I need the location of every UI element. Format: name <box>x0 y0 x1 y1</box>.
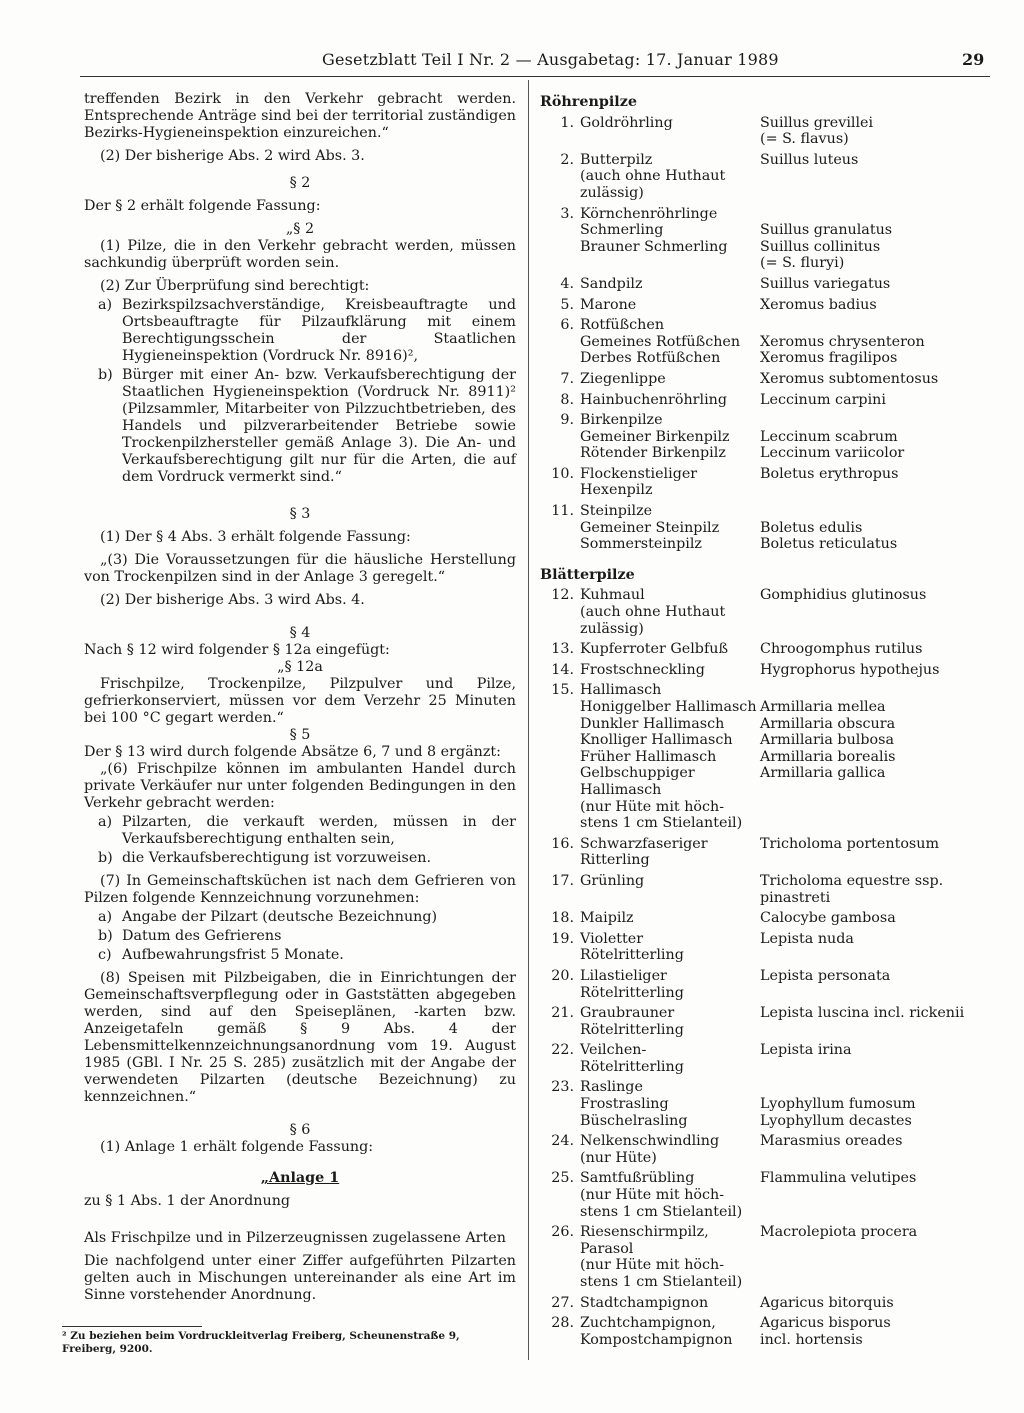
annex-reference: zu § 1 Abs. 1 der Anordnung <box>84 1193 291 1209</box>
gazette-title: Gesetzblatt Teil I Nr. 2 — Ausgabetag: 17. Januar 1989 <box>322 50 779 69</box>
latin-name-line: Lepista nuda <box>760 930 854 947</box>
entry-number: 13. <box>551 641 574 658</box>
paragraph: „(6) Frischpilze können im ambulanten Handel durch private Verkäufer nur unter folgenden Bedingungen in den Verkehr gebracht werden: <box>84 761 516 811</box>
paragraph: Der § 13 wird durch folgende Absätze 6, 7 und 8 ergänzt: <box>84 744 501 760</box>
entry-number: 7. <box>560 370 574 387</box>
footnote-rule <box>62 1326 202 1327</box>
species-entry <box>540 1295 980 1312</box>
list-item <box>84 928 516 945</box>
latin-name-line: Calocybe gambosa <box>760 910 896 927</box>
latin-name-line: Armillaria mellea <box>760 699 886 715</box>
paragraph: (2) Zur Überprüfung sind berechtigt: <box>100 278 370 294</box>
entry-number: 27. <box>551 1294 574 1311</box>
entry-number: 1. <box>560 114 574 131</box>
german-name-line: Kuhmaul <box>580 587 645 604</box>
annex-label: „Anlage 1 <box>260 1170 340 1186</box>
entry-number: 11. <box>551 503 574 520</box>
latin-name-line: Lyophyllum fumosum <box>760 1096 916 1113</box>
section-heading: § 4 <box>289 625 311 641</box>
list-text: Pilzarten, die verkauft werden, müssen in der Verkaufsberechtigung enthalten sein, <box>122 814 516 847</box>
latin-name <box>760 836 980 869</box>
paragraph: Der § 2 erhält folgende Fassung: <box>84 198 321 214</box>
latin-name <box>760 1042 980 1075</box>
latin-name <box>760 1170 980 1220</box>
annex-heading <box>84 1170 516 1187</box>
latin-name-line <box>760 206 980 223</box>
german-name <box>580 1133 760 1166</box>
latin-name-line: Armillaria obscura <box>760 715 896 732</box>
latin-name <box>760 682 980 831</box>
paragraph: (1) Der § 4 Abs. 3 erhält folgende Fassung: <box>100 529 411 545</box>
latin-name-line: Tricholoma portentosum <box>760 835 940 852</box>
latin-name-line: Boletus erythropus <box>760 465 899 482</box>
german-name-line: Rotfüßchen <box>580 317 665 334</box>
entry-number: 12. <box>551 587 574 604</box>
latin-name-line <box>760 412 980 429</box>
entry-number: 15. <box>551 682 574 699</box>
german-name <box>580 1295 760 1312</box>
german-name-line: Hexenpilz <box>580 482 653 499</box>
list-text: die Verkaufsberechtigung ist vorzuweisen. <box>122 850 432 866</box>
latin-name <box>760 1005 980 1038</box>
latin-name-line: Leccinum scabrum <box>760 428 898 445</box>
list-item <box>84 367 516 486</box>
species-entry <box>540 371 980 388</box>
german-name <box>580 392 760 409</box>
latin-name-line: Leccinum variicolor <box>760 445 905 462</box>
species-entry <box>540 910 980 927</box>
latin-name <box>760 276 980 293</box>
german-name-line: Samtfußrübling <box>580 1170 695 1187</box>
latin-name <box>760 317 980 367</box>
latin-name-line: Chroogomphus rutilus <box>760 641 923 658</box>
german-name-line: Büschelrasling <box>580 1112 688 1129</box>
latin-name-line: Armillaria borealis <box>760 748 896 765</box>
entry-number: 24. <box>551 1133 574 1150</box>
german-name-line: Ziegenlippe <box>580 370 666 387</box>
species-entry <box>540 152 980 202</box>
latin-name-line: Tricholoma equestre ssp. <box>760 872 944 889</box>
german-name-line: stens 1 cm Stielanteil) <box>580 1203 743 1220</box>
german-name-line: Riesenschirmpilz, <box>580 1224 709 1241</box>
species-entry <box>540 503 980 553</box>
entry-number: 16. <box>551 835 574 852</box>
section-heading: § 6 <box>289 1122 311 1138</box>
german-name <box>580 682 760 831</box>
latin-name <box>760 910 980 927</box>
species-entry <box>540 276 980 293</box>
latin-name <box>760 873 980 906</box>
german-name-line: Hainbuchenröhrling <box>580 391 728 408</box>
species-entry <box>540 1315 980 1348</box>
german-name <box>580 412 760 462</box>
species-entry <box>540 1042 980 1075</box>
paragraph: Nach § 12 wird folgender § 12a eingefügt: <box>84 642 390 658</box>
species-group <box>540 94 980 553</box>
latin-name <box>760 662 980 679</box>
entry-number: 3. <box>560 205 574 222</box>
german-name-line: Hallimasch <box>580 781 662 798</box>
latin-name-line: Suillus granulatus <box>760 222 893 239</box>
german-name-line: Rötelritterling <box>580 984 684 1001</box>
paragraph: (7) In Gemeinschaftsküchen ist nach dem Gefrieren von Pilzen folgende Kennzeichnung vorzunehmen: <box>84 873 516 906</box>
latin-name <box>760 392 980 409</box>
german-name-line: Rötelritterling <box>580 1021 684 1038</box>
latin-name <box>760 1133 980 1166</box>
german-name-line: Kupferroter Gelbfuß <box>580 641 728 658</box>
german-name-line: Schmerling <box>580 222 664 239</box>
latin-name <box>760 641 980 658</box>
german-name <box>580 910 760 927</box>
german-name <box>580 1005 760 1038</box>
latin-name <box>760 1295 980 1312</box>
section-heading: § 3 <box>289 506 311 522</box>
species-list <box>540 94 980 1352</box>
latin-name-line <box>760 1079 980 1096</box>
german-name-line: Stadtchampignon <box>580 1294 709 1311</box>
latin-name-line: Lyophyllum decastes <box>760 1112 912 1129</box>
species-entry <box>540 1170 980 1220</box>
latin-name-line <box>760 503 980 520</box>
entry-number: 17. <box>551 872 574 889</box>
left-column <box>84 91 516 1304</box>
entry-number: 10. <box>551 465 574 482</box>
german-name-line: Knolliger Hallimasch <box>580 732 733 749</box>
latin-name <box>760 587 980 637</box>
entry-number: 9. <box>560 412 574 429</box>
paragraph: (2) Der bisherige Abs. 3 wird Abs. 4. <box>100 592 365 608</box>
latin-name-line: Suillus grevillei <box>760 114 874 131</box>
quoted-section-heading: „§ 12a <box>277 659 323 675</box>
page-header <box>0 50 1024 72</box>
paragraph: Frischpilze, Trockenpilze, Pilzpulver und Pilze, gefrierkonserviert, müssen vor dem Verzehr 25 Minuten bei 100 °C gegart werden.“ <box>84 676 516 726</box>
list-text: Datum des Gefrierens <box>122 928 282 944</box>
entry-number: 26. <box>551 1224 574 1241</box>
german-name-line: zulässig) <box>580 620 644 637</box>
latin-name-line: Xeromus chrysenteron <box>760 333 925 350</box>
latin-name <box>760 1079 980 1129</box>
group-title: Röhrenpilze <box>540 94 637 110</box>
german-name <box>580 931 760 964</box>
entry-number: 20. <box>551 967 574 984</box>
german-name-line: Raslinge <box>580 1079 643 1096</box>
german-name-line: Körnchenröhrlinge <box>580 205 718 222</box>
latin-name-line: Leccinum carpini <box>760 391 886 408</box>
entry-number: 28. <box>551 1315 574 1332</box>
german-name-line: Brauner Schmerling <box>580 238 728 255</box>
entry-number: 21. <box>551 1005 574 1022</box>
german-name <box>580 503 760 553</box>
entry-number: 23. <box>551 1079 574 1096</box>
german-name-line: Goldröhrling <box>580 114 673 131</box>
german-name-line: Sandpilz <box>580 275 643 292</box>
german-name-line: Rötender Birkenpilz <box>580 445 726 462</box>
german-name <box>580 1170 760 1220</box>
german-name <box>580 297 760 314</box>
list-item <box>84 850 516 867</box>
german-name-line: Gemeiner Birkenpilz <box>580 428 730 445</box>
german-name-line: Dunkler Hallimasch <box>580 715 725 732</box>
german-name-line: Veilchen- <box>580 1042 647 1059</box>
latin-name <box>760 466 980 499</box>
species-entry <box>540 115 980 148</box>
entry-number: 22. <box>551 1042 574 1059</box>
german-name-line: Ritterling <box>580 852 650 869</box>
german-name-line: Sommersteinpilz <box>580 536 702 553</box>
latin-name <box>760 412 980 462</box>
german-name-line: Butterpilz <box>580 151 653 168</box>
german-name-line: Rötelritterling <box>580 947 684 964</box>
german-name-line: Honiggelber Hallimasch <box>580 699 757 715</box>
german-name <box>580 371 760 388</box>
german-name-line: Gelbschuppiger <box>580 765 695 782</box>
species-entry <box>540 682 980 831</box>
paragraph: „(3) Die Voraussetzungen für die häusliche Herstellung von Trockenpilzen sind in der Anlage 3 geregelt.“ <box>84 552 516 585</box>
german-name-line: Frostrasling <box>580 1096 669 1113</box>
german-name-line: zulässig) <box>580 184 644 201</box>
latin-name-line: Boletus edulis <box>760 519 863 536</box>
german-name <box>580 587 760 637</box>
species-entry <box>540 1005 980 1038</box>
paragraph: (8) Speisen mit Pilzbeigaben, die in Einrichtungen der Gemeinschaftsverpflegung oder in Gaststätten abgegeben werden, sind auf den Speiseplänen, -karten bzw. Anzeigetafeln gemäß § 9 Abs. 4 der Lebensmittelkennzeichnungsanordnung vom 19. August 1985 (GBl. I Nr. 25 S. 285) zusätzlich mit der Angabe der verwendeten Pilzarten (deutsche Bezeichnung) zu kennzeichnen.“ <box>84 970 516 1105</box>
latin-name-line: pinastreti <box>760 889 831 906</box>
species-entry <box>540 297 980 314</box>
species-entry <box>540 662 980 679</box>
german-name-line: stens 1 cm Stielanteil) <box>580 815 743 832</box>
list-label: b) <box>98 928 113 944</box>
latin-name-line: (= S. flavus) <box>760 131 849 148</box>
latin-name-line: Lepista personata <box>760 967 891 984</box>
species-entry <box>540 931 980 964</box>
entry-number: 8. <box>560 391 574 408</box>
german-name <box>580 317 760 367</box>
latin-name <box>760 371 980 388</box>
species-entry <box>540 873 980 906</box>
german-name <box>580 641 760 658</box>
german-name-line: (auch ohne Huthaut <box>580 604 726 621</box>
latin-name-line <box>760 682 980 699</box>
latin-name-line: Xeromus fragilipos <box>760 350 898 367</box>
entry-number: 4. <box>560 275 574 292</box>
latin-name <box>760 115 980 148</box>
latin-name <box>760 503 980 553</box>
german-name-line: Birkenpilze <box>580 412 663 429</box>
german-name-line: Parasol <box>580 1240 634 1257</box>
german-name-line: Flockenstieliger <box>580 465 698 482</box>
german-name-line: Maipilz <box>580 910 634 927</box>
column-divider <box>528 80 529 1360</box>
list-text: Bürger mit einer An- bzw. Verkaufsberechtigung der Staatlichen Hygieneinspektion (Vordruck Nr. 8911)² (Pilzsammler, Mitarbeiter von Pilzzuchtbetrieben, des Handels und pilzverarbeitender Betriebe sowie Trockenpilzhersteller gemäß Anlage 3). Die An- und Verkaufsberechtigung gilt nur für die Arten, die auf dem Vordruck vermerkt sind.“ <box>122 367 516 485</box>
german-name <box>580 1224 760 1290</box>
species-entry <box>540 466 980 499</box>
latin-name-line: Gomphidius glutinosus <box>760 587 927 604</box>
list-label: a) <box>98 814 113 830</box>
latin-name-line: Armillaria bulbosa <box>760 732 894 749</box>
german-name <box>580 1315 760 1348</box>
german-name <box>580 873 760 906</box>
latin-name-line: Lepista irina <box>760 1042 852 1059</box>
list-label: a) <box>98 909 113 925</box>
latin-name-line: Xeromus badius <box>760 296 877 313</box>
german-name <box>580 1079 760 1129</box>
list-item <box>84 297 516 365</box>
page-number: 29 <box>962 50 985 69</box>
entry-number: 5. <box>560 296 574 313</box>
german-name-line: Derbes Rotfüßchen <box>580 350 721 367</box>
german-name-line: Zuchtchampignon, <box>580 1315 716 1332</box>
latin-name-line: Macrolepiota procera <box>760 1224 918 1241</box>
latin-name <box>760 297 980 314</box>
quoted-section-heading: „§ 2 <box>285 221 315 237</box>
german-name-line: Nelkenschwindling <box>580 1133 720 1150</box>
latin-name-line: Agaricus bisporus <box>760 1315 891 1332</box>
latin-name-line: incl. hortensis <box>760 1331 863 1348</box>
paragraph: treffenden Bezirk in den Verkehr gebracht werden. Entsprechende Anträge sind bei der territorial zuständigen Bezirks-Hygieneinspektion einzureichen.“ <box>84 91 516 141</box>
german-name-line: (nur Hüte) <box>580 1149 657 1166</box>
entry-number: 18. <box>551 910 574 927</box>
latin-name <box>760 1224 980 1290</box>
latin-name <box>760 1315 980 1348</box>
species-group <box>540 567 980 1349</box>
german-name <box>580 662 760 679</box>
german-name-line: Steinpilze <box>580 503 653 520</box>
german-name <box>580 968 760 1001</box>
german-name-line: Hallimasch <box>580 682 662 699</box>
german-name <box>580 836 760 869</box>
list-item <box>84 909 516 926</box>
latin-name-line: Lepista luscina incl. rickenii <box>760 1005 965 1022</box>
species-entry <box>540 317 980 367</box>
entry-number: 2. <box>560 151 574 168</box>
german-name-line: (nur Hüte mit höch- <box>580 1257 725 1274</box>
list-item <box>84 947 516 964</box>
german-name-line: (nur Hüte mit höch- <box>580 798 725 815</box>
german-name-line: Marone <box>580 296 637 313</box>
footnote: ² Zu beziehen beim Vordruckleitverlag Freiberg, Scheunenstraße 9, Freiberg, 9200. <box>62 1330 460 1355</box>
list-text: Bezirkspilzsachverständige, Kreisbeauftragte und Ortsbeauftragte für Pilzaufklärung mit einem Berechtigungsschein der Staatlichen Hygieneinspektion (Vordruck Nr. 8916)², <box>122 297 516 364</box>
german-name-line: (nur Hüte mit höch- <box>580 1187 725 1204</box>
german-name <box>580 466 760 499</box>
latin-name-line: (= S. fluryi) <box>760 255 845 272</box>
latin-name <box>760 152 980 202</box>
paragraph: (2) Der bisherige Abs. 2 wird Abs. 3. <box>100 148 365 164</box>
group-title: Blätterpilze <box>540 566 635 583</box>
latin-name-line: Marasmius oreades <box>760 1133 903 1150</box>
latin-name-line <box>760 317 980 334</box>
entry-number: 19. <box>551 930 574 947</box>
section-heading: § 5 <box>289 727 311 743</box>
latin-name <box>760 968 980 1001</box>
list-text: Aufbewahrungsfrist 5 Monate. <box>122 947 344 963</box>
list-label: c) <box>98 947 112 963</box>
entry-number: 14. <box>551 661 574 678</box>
latin-name-line: Agaricus bitorquis <box>760 1294 894 1311</box>
german-name-line: Schwarzfaseriger <box>580 835 708 852</box>
latin-name-line: Xeromus subtomentosus <box>760 370 939 387</box>
latin-name-line: Suillus variegatus <box>760 275 891 292</box>
species-entry <box>540 1224 980 1290</box>
entry-number: 25. <box>551 1170 574 1187</box>
german-name-line: Früher Hallimasch <box>580 748 717 765</box>
species-entry <box>540 1079 980 1129</box>
german-name-line: Lilastieliger <box>580 967 667 984</box>
paragraph: Die nachfolgend unter einer Ziffer aufgeführten Pilzarten gelten auch in Mischungen untereinander als eine Art im Sinne vorstehender Anordnung. <box>84 1253 516 1303</box>
list-label: b) <box>98 850 113 866</box>
german-name <box>580 276 760 293</box>
german-name-line: (auch ohne Huthaut <box>580 168 726 185</box>
species-entry <box>540 206 980 272</box>
german-name-line: Gemeines Rotfüßchen <box>580 333 741 350</box>
german-name-line: Frostschneckling <box>580 661 705 678</box>
species-entry <box>540 836 980 869</box>
german-name <box>580 1042 760 1075</box>
german-name-line: stens 1 cm Stielanteil) <box>580 1274 743 1290</box>
header-rule <box>80 76 990 77</box>
latin-name-line: Suillus luteus <box>760 151 859 168</box>
latin-name <box>760 931 980 964</box>
german-name-line: Violetter <box>580 930 644 947</box>
latin-name <box>760 206 980 272</box>
german-name <box>580 115 760 148</box>
list-label: a) <box>98 297 113 313</box>
paragraph: (1) Anlage 1 erhält folgende Fassung: <box>100 1139 374 1155</box>
german-name-line: Gemeiner Steinpilz <box>580 519 720 536</box>
species-entry <box>540 412 980 462</box>
species-entry <box>540 968 980 1001</box>
species-entry <box>540 587 980 637</box>
german-name-line: Graubrauner <box>580 1005 675 1022</box>
latin-name-line: Suillus collinitus <box>760 238 881 255</box>
german-name <box>580 206 760 272</box>
species-entry <box>540 392 980 409</box>
paragraph: (1) Pilze, die in den Verkehr gebracht werden, müssen sachkundig überprüft worden sein. <box>84 238 516 271</box>
species-entry <box>540 1133 980 1166</box>
species-entry <box>540 641 980 658</box>
list-label: b) <box>98 367 113 383</box>
german-name <box>580 152 760 202</box>
latin-name-line: Hygrophorus hypothejus <box>760 661 940 678</box>
latin-name-line: Boletus reticulatus <box>760 536 898 553</box>
entry-number: 6. <box>560 317 574 334</box>
annex-title: Als Frischpilze und in Pilzerzeugnissen zugelassene Arten <box>84 1230 506 1246</box>
list-item <box>84 814 516 848</box>
section-heading: § 2 <box>289 175 311 191</box>
latin-name-line: Flammulina velutipes <box>760 1170 917 1187</box>
german-name-line: Kompostchampignon <box>580 1331 733 1348</box>
german-name-line: Rötelritterling <box>580 1058 684 1075</box>
latin-name-line: Armillaria gallica <box>760 765 886 782</box>
list-text: Angabe der Pilzart (deutsche Bezeichnung) <box>122 909 438 925</box>
german-name-line: Grünling <box>580 872 645 889</box>
